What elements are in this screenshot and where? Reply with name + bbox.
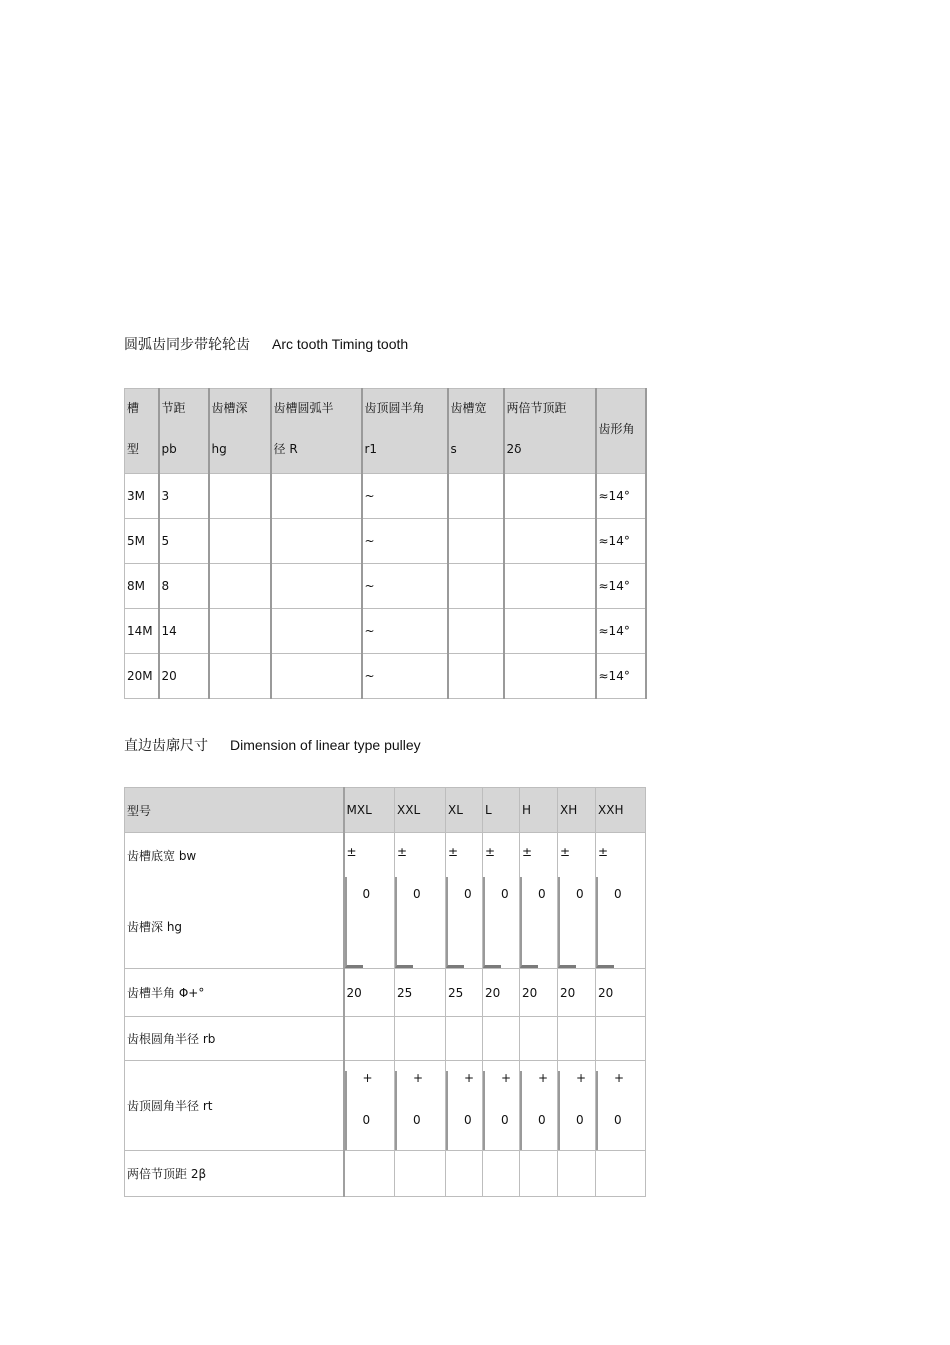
arc-tooth-table	[124, 388, 647, 699]
row-label-phi: 齿槽半角 Φ+°	[125, 969, 344, 1017]
type-header: MXL	[344, 788, 395, 833]
type-header: L	[483, 788, 520, 833]
table-row	[125, 1151, 646, 1197]
type-header: XH	[558, 788, 596, 833]
table-row: 8M 8 ~ ≈14°	[125, 564, 646, 609]
type-header: H	[520, 788, 558, 833]
linear-pulley-table	[124, 787, 646, 1197]
table-row: 20M 20 ~ ≈14°	[125, 654, 646, 699]
header-cell: 节距 pb	[159, 389, 209, 474]
row-label-rt: 齿顶圆角半径 rt	[125, 1061, 344, 1151]
section1-title-cn: 圆弧齿同步带轮轮齿	[124, 337, 250, 353]
table-row	[125, 1017, 646, 1061]
row-label-bw: 齿槽底宽 bw	[127, 849, 197, 863]
table-row: 齿顶圆角半径 rt + 0 + 0 + 0 + 0 + 0 + 0 + 0	[125, 1061, 646, 1151]
table-row: 5M 5 ~ ≈14°	[125, 519, 646, 564]
row-label-hg: 齿槽深 hg	[127, 920, 183, 934]
type-header: XXL	[395, 788, 446, 833]
type-header: XL	[446, 788, 483, 833]
section1-title	[124, 334, 408, 354]
section2-title-cn: 直边齿廓尺寸	[124, 738, 208, 754]
table-row: 齿槽底宽 bw 齿槽深 hg ± 0 ± 0 ± 0 ± 0 ± 0 ± 0 ± 0	[125, 833, 646, 969]
section1-title-en: Arc tooth Timing tooth	[272, 336, 409, 352]
table-row: 3M 3 ~ ≈14°	[125, 474, 646, 519]
header-label: 型号	[125, 788, 344, 833]
table-header-row	[125, 788, 646, 833]
header-cell: 齿形角	[596, 389, 646, 474]
header-cell: 齿槽圆弧半 径 R	[271, 389, 362, 474]
row-label-beta: 两倍节顶距 2β	[125, 1151, 344, 1197]
section2-title	[124, 735, 421, 755]
header-cell: 齿槽深 hg	[209, 389, 271, 474]
header-cell: 齿槽宽 s	[448, 389, 504, 474]
row-label-rb: 齿根圆角半径 rb	[125, 1017, 344, 1061]
table-header-row	[125, 389, 646, 474]
type-header: XXH	[596, 788, 646, 833]
header-cell: 齿顶圆半角 r1	[362, 389, 448, 474]
table-row: 14M 14 ~ ≈14°	[125, 609, 646, 654]
header-cell: 槽 型	[125, 389, 159, 474]
section2-title-en: Dimension of linear type pulley	[230, 737, 421, 753]
table-row: 齿槽半角 Φ+° 20 25 25 20 20 20 20	[125, 969, 646, 1017]
header-cell: 两倍节顶距 2δ	[504, 389, 596, 474]
